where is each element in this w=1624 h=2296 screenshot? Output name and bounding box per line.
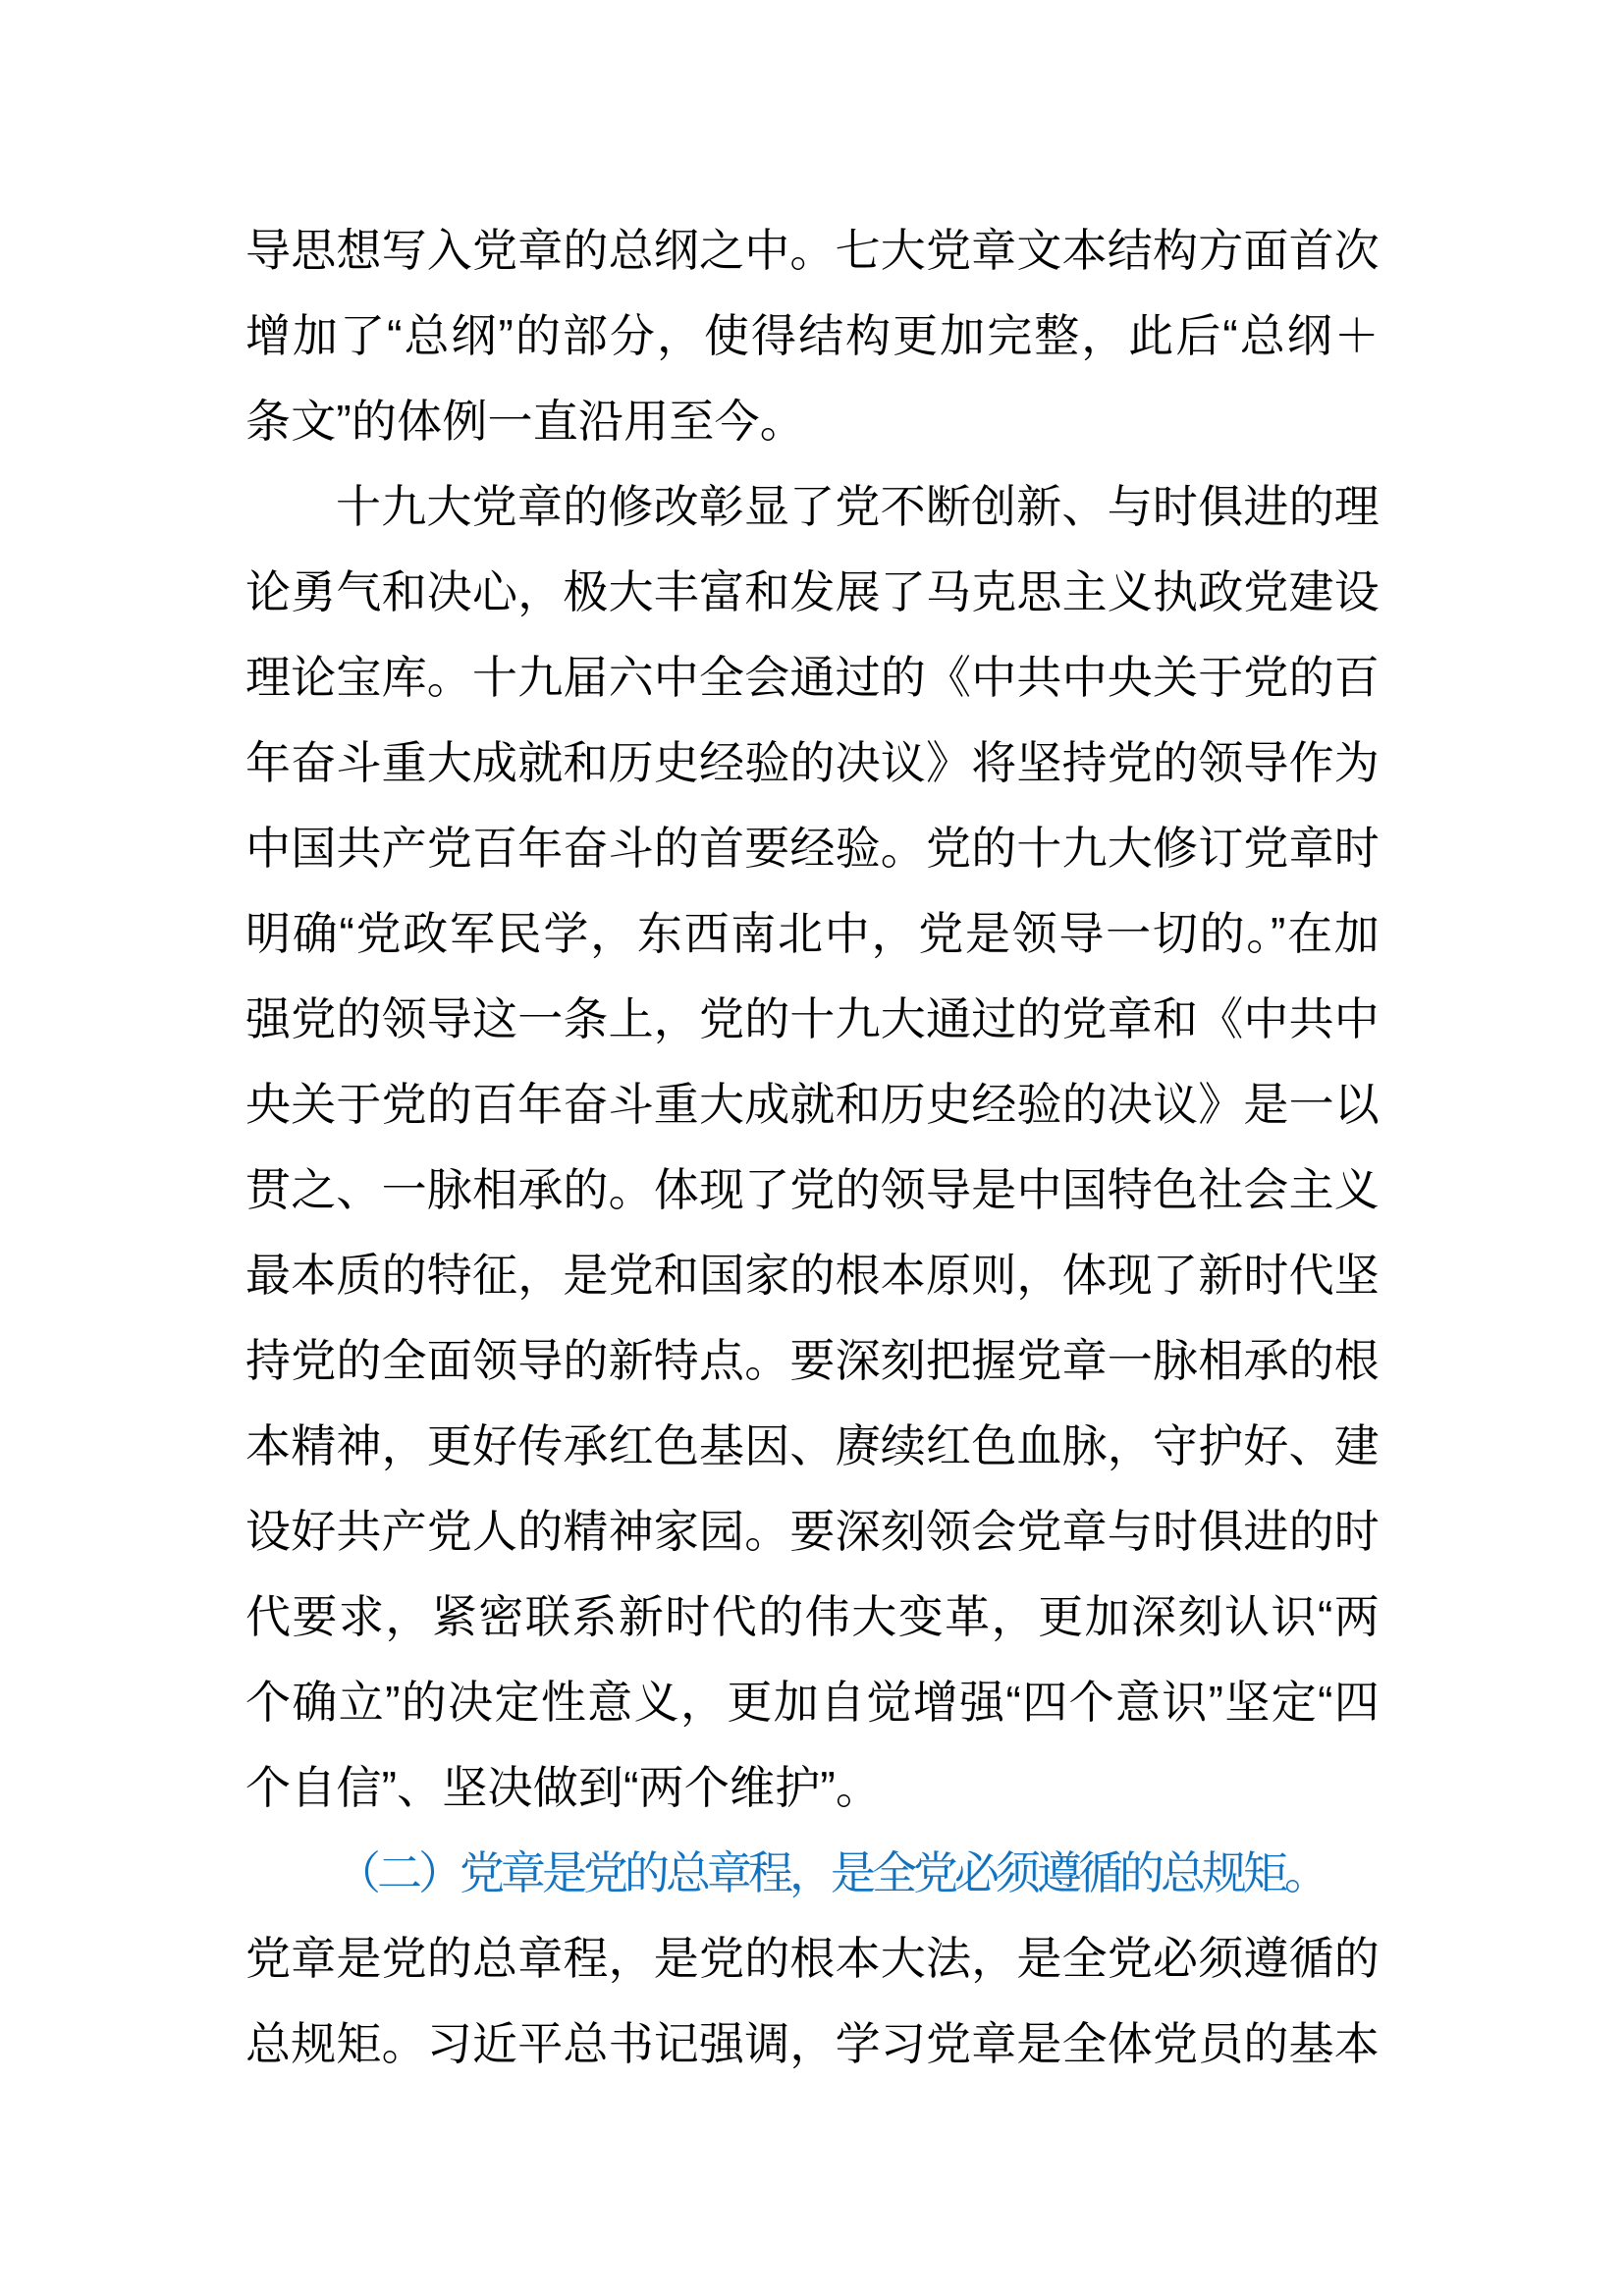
paragraph-19th-congress: 十九大党章的修改彰显了党不断创新、与时俱进的理论勇气和决心，极大丰富和发展了马克思主义执政党建设理论宝库。十九届六中全会通过的《中共中央关于党的百年奋斗重大成就和历史经验的决议》将坚持党的领导作为中国共产党百年奋斗的首要经验。党的十九大修订党章时明确“党政军民学，东西南北中，党是领导一切的。”在加强党的领导这一条上，党的十九大通过的党章和《中共中央关于党的百年奋斗重大成就和历史经验的决议》是一以贯之、一脉相承的。体现了党的领导是中国特色社会主义最本质的特征，是党和国家的根本原则，体现了新时代坚持党的全面领导的新特点。要深刻把握党章一脉相承的根本精神，更好传承红色基因、赓续红色血脉，守护好、建设好共产党人的精神家园。要深刻领会党章与时俱进的时代要求，紧密联系新时代的伟大变革，更加深刻认识“两个确立”的决定性意义，更加自觉增强“四个意识”坚定“四个自信”、坚决做到“两个维护”。 (245, 481, 1380, 1813)
paragraph-continuation: 导思想写入党章的总纲之中。七大党章文本结构方面首次增加了“总纲”的部分，使得结构更加完整，此后“总纲＋条文”的体例一直沿用至今。 (245, 225, 1380, 447)
paragraph-general-rules: 党章是党的总章程，是党的根本大法，是全党必须遵循的总规矩。习近平总书记强调，学习党章是全体党员的基本 (245, 1933, 1380, 2069)
section-heading-two: （二）党章是党的总章程，是全党必须遵循的总规矩。 (336, 1847, 1326, 1898)
